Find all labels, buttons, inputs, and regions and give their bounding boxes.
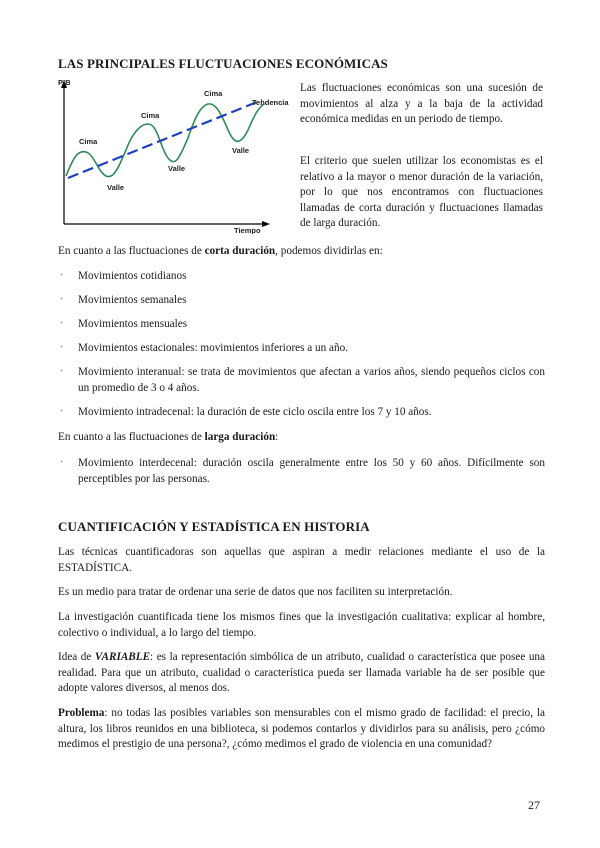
list-item	[58, 317, 545, 333]
bullet-dot: ·	[60, 366, 64, 377]
list-item-text: Movimientos semanales	[78, 294, 187, 306]
intro-paragraph-1: Las fluctuaciones económicas son una sucesión de movimientos al alza y a la baja de la actividad económica medidas en un periodo de tiempo.	[300, 82, 543, 125]
long-duration-list	[58, 456, 545, 496]
page-number: 27	[528, 798, 540, 812]
variable-term: VARIABLE	[94, 651, 151, 663]
short-duration-term: corta duración	[204, 245, 276, 257]
section-heading-fluctuaciones: LAS PRINCIPALES FLUCTUACIONES ECONÓMICAS	[58, 56, 388, 71]
list-item	[58, 405, 545, 421]
bullet-dot: ·	[60, 457, 64, 468]
label-valle-3: Valle	[232, 146, 250, 155]
problem-term: Problema	[58, 707, 105, 719]
list-item-text: Movimientos mensuales	[78, 318, 188, 330]
short-duration-list	[58, 269, 545, 429]
x-axis-label: Tiempo	[234, 226, 261, 234]
label-cima-2: Cima	[141, 111, 160, 120]
bullet-dot: ·	[60, 405, 64, 417]
list-item-text: Movimiento intradecenal: la duración de este ciclo oscila entre los 7 y 10 años.	[78, 405, 432, 418]
bullet-dot: ·	[60, 318, 64, 329]
list-item-text: Movimiento interdecenal: duración oscila generalmente entre los 50 y 60 años. Difícilmente son perceptibles por las personas.	[78, 457, 545, 485]
long-duration-term: larga duración	[204, 431, 276, 443]
list-item	[58, 293, 545, 309]
list-item-text: Movimientos estacionales: movimientos inferiores a un año.	[78, 342, 348, 354]
short-duration-intro: En cuanto a las fluctuaciones de corta duración, podemos dividirlas en:	[58, 245, 383, 257]
x-axis-arrow	[262, 221, 270, 227]
y-axis-label: PIB	[58, 78, 71, 87]
list-item	[58, 269, 545, 285]
label-tendencia: Tendencia	[252, 98, 289, 107]
cycle-chart-svg	[56, 76, 300, 234]
section-heading-cuantificacion: CUANTIFICACIÓN Y ESTADÍSTICA EN HISTORIA	[58, 519, 370, 534]
bullet-dot: ·	[60, 342, 64, 353]
list-item-text: Movimientos cotidianos	[78, 270, 187, 282]
list-item	[58, 365, 545, 396]
list-item	[58, 456, 545, 487]
bullet-dot: ·	[60, 294, 64, 305]
intro-paragraph-2: El criterio que suelen utilizar los economistas es el relativo a la mayor o menor duración de la variación, por lo que nos encontramos con fluctuaciones llamadas de corta duración y fluctuaciones llamadas de larga duración.	[300, 155, 543, 229]
label-cima-3: Cima	[204, 89, 223, 98]
long-duration-intro: En cuanto a las fluctuaciones de larga duración:	[58, 431, 279, 443]
variable-definition: Idea de VARIABLE: es la representación simbólica de un atributo, cualidad o característica que posee una realidad. Para que un atributo, cualidad o característica pueda ser llamada variable ha de ser posible que adopte valores diversos, al menos dos.	[58, 651, 545, 694]
list-item	[58, 341, 545, 357]
stats-paragraph-2: Es un medio para tratar de ordenar una serie de datos que nos faciliten su interpretación.	[58, 586, 453, 598]
economic-cycle-diagram	[56, 76, 300, 234]
problem-paragraph: Problema: no todas las posibles variables son mensurables con el mismo grado de facilidad: el precio, la altura, los libros reunidos en una biblioteca, si podemos contarlos y dividirlos para su análisis, pero ¿cómo medimos el prestigio de una persona?, ¿cómo medimos el grado de violencia en una comunidad?	[58, 707, 545, 750]
stats-paragraph-3: La investigación cuantificada tiene los mismos fines que la investigación cualitativa: explicar al hombre, colectivo o individual, a lo largo del tiempo.	[58, 611, 545, 639]
label-valle-2: Valle	[168, 164, 186, 173]
stats-paragraph-1: Las técnicas cuantificadoras son aquellas que aspiran a medir relaciones mediante el uso de la ESTADÍSTICA.	[58, 546, 545, 574]
label-valle-1: Valle	[107, 183, 125, 192]
list-item-text: Movimiento interanual: se trata de movimientos que afectan a varios años, siendo pequeños ciclos con un promedio de 3 o 4 años.	[78, 366, 545, 394]
bullet-dot: ·	[60, 270, 64, 281]
label-cima-1: Cima	[79, 137, 98, 146]
